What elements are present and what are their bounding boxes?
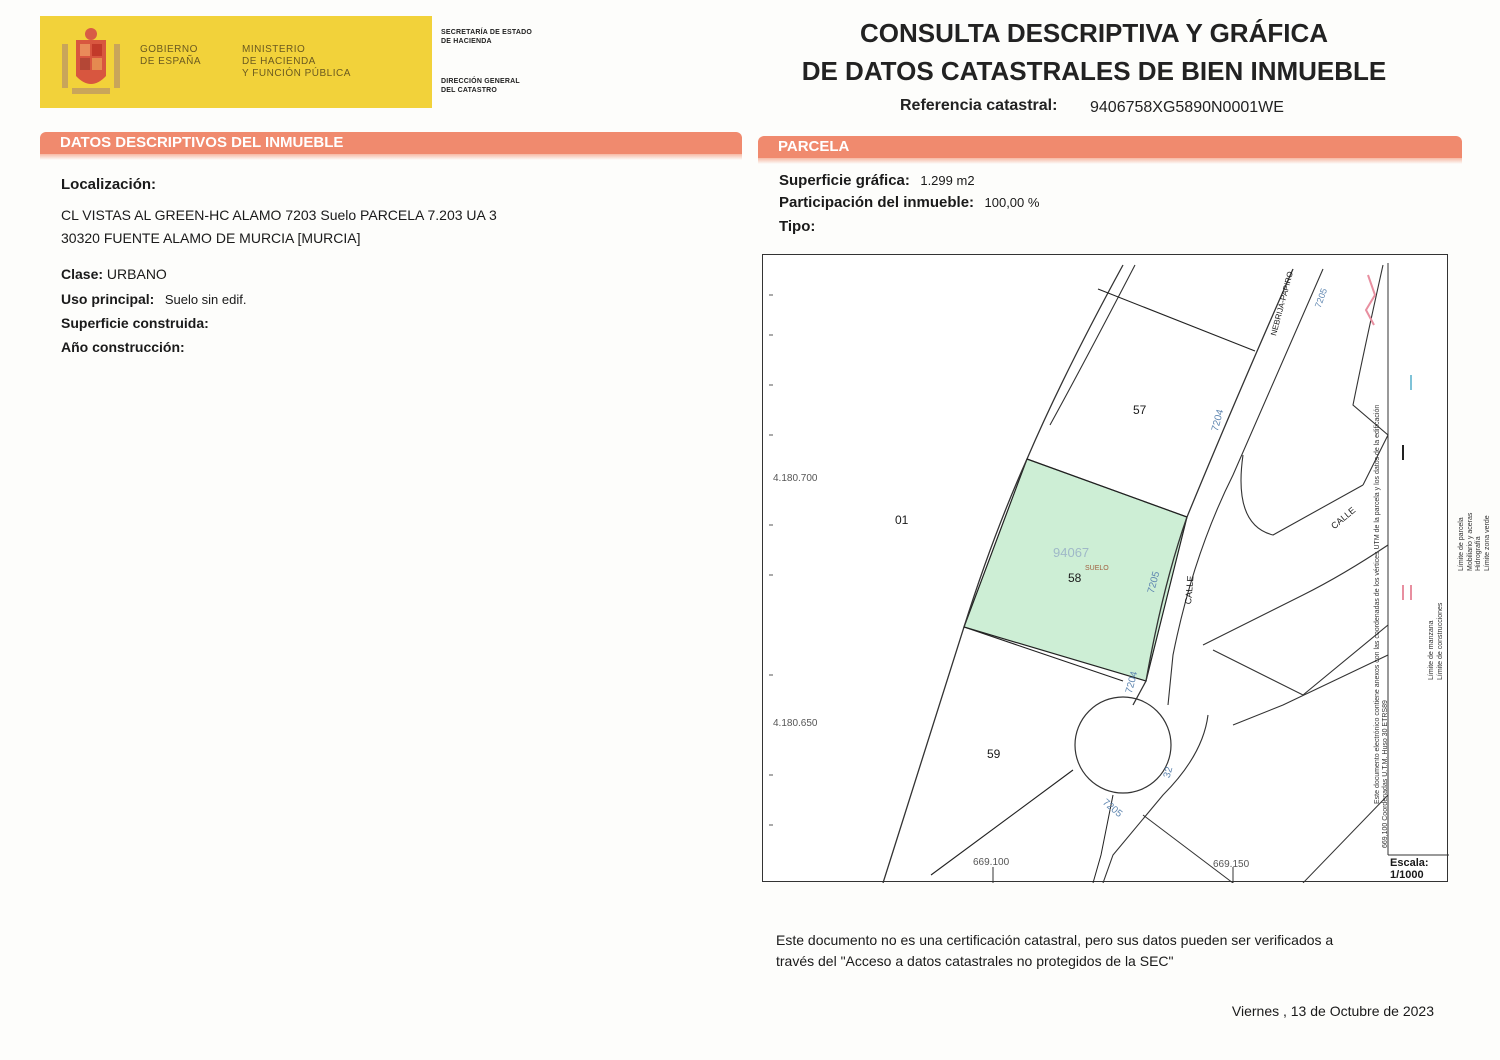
street-number-f: 7205	[1312, 286, 1330, 310]
calle-label-1: CALLE	[1183, 575, 1196, 605]
coord-y1: 4.180.700	[773, 473, 818, 484]
parcel-id-label: 94067	[1053, 545, 1090, 560]
scale-value: 1/1000	[1390, 869, 1424, 881]
uso-row	[61, 291, 246, 309]
superficie-grafica-row	[779, 172, 975, 190]
descriptive-section-header	[40, 132, 742, 160]
ministerio-text: MINISTERIO DE HACIENDA Y FUNCIÓN PÚBLICA	[242, 44, 351, 79]
parcela-section-header	[758, 136, 1462, 164]
doc-title-line2: DE DATOS CATASTRALES DE BIEN INMUEBLE	[801, 56, 1387, 86]
clase-row	[61, 266, 167, 282]
disclaimer-note	[776, 930, 1416, 972]
legend-item-1: Límite de manzana	[1428, 620, 1435, 680]
ano-construccion-label: Año construcción:	[61, 339, 185, 355]
disclaimer-line1: Este documento no es una certificación catastral, pero sus datos pueden ser verificados a	[776, 932, 1334, 948]
superficie-construida-label: Superficie construida:	[61, 315, 209, 331]
uso-value: Suelo sin edif.	[164, 292, 247, 307]
legend-doc-note: Este documento electrónico contiene anexos con las coordenadas de los vértices UTM de la parcela y los datos de la edificación	[1374, 404, 1381, 804]
scale-label: Escala:	[1390, 857, 1429, 869]
descriptive-bar-title: DATOS DESCRIPTIVOS DEL INMUEBLE	[40, 132, 742, 154]
secretaria-label: SECRETARÍA DE ESTADO DE HACIENDA	[441, 29, 532, 45]
legend-item-2: Límite de construcciones	[1436, 602, 1444, 680]
disclaimer-line2: través del "Acceso a datos catastrales no protegidos de la SEC"	[776, 953, 1174, 969]
legend-coords-note: 669,100 Coordenadas U.T.M. Huso 30 ETRS89	[1382, 700, 1389, 848]
superficie-grafica-label: Superficie gráfica:	[779, 172, 910, 189]
uso-label: Uso principal:	[61, 291, 155, 307]
legend-item-6: Hidrografía	[1475, 536, 1482, 571]
road-name-label: NEBRIJA-PAPIRO	[1269, 270, 1295, 337]
street-number-e: 7205	[1100, 797, 1125, 820]
gobierno-text: GOBIERNO DE ESPAÑA	[140, 44, 201, 67]
cadastral-map	[762, 254, 1491, 882]
street-number-d: 32	[1161, 765, 1176, 780]
map-legend-mid	[1428, 540, 1448, 680]
calle-label-2: CALLE	[1329, 505, 1358, 531]
participacion-label: Participación del inmueble:	[779, 194, 975, 211]
map-legend-top	[1458, 371, 1500, 571]
legend-item-4: Límite zona verde	[1483, 515, 1491, 571]
street-number-b: 7205	[1145, 570, 1163, 595]
doc-title-line1: CONSULTA DESCRIPTIVA Y GRÁFICA	[859, 18, 1329, 48]
legend-item-5: Límite de parcela	[1458, 517, 1465, 571]
localizacion-line1: CL VISTAS AL GREEN-HC ALAMO 7203 Suelo PARCELA 7.203 UA 3	[61, 207, 497, 223]
coord-x2: 669.150	[1213, 859, 1250, 870]
clase-value: URBANO	[106, 266, 167, 282]
participacion-row	[779, 194, 1039, 212]
coord-x1: 669.100	[973, 857, 1010, 868]
gobierno-logo	[40, 16, 432, 108]
parcel-58-label: 58	[1068, 571, 1082, 585]
coord-y2: 4.180.650	[773, 718, 818, 729]
parcela-bar-title: PARCELA	[758, 136, 1462, 158]
scale-box	[1390, 857, 1429, 881]
street-number-a: 7204	[1209, 408, 1227, 433]
direccion-label: DIRECCIÓN GENERAL DEL CATASTRO	[441, 78, 520, 94]
coat-of-arms-icon	[58, 26, 124, 100]
superficie-grafica-value: 1.299 m2	[920, 173, 975, 188]
ref-catastral-label: Referencia catastral:	[900, 97, 1058, 114]
street-number-c: 7204	[1123, 670, 1141, 695]
localizacion-line2: 30320 FUENTE ALAMO DE MURCIA [MURCIA]	[61, 230, 361, 246]
parcel-59-label: 59	[987, 747, 1001, 761]
ref-catastral-value: 9406758XG5890N0001WE	[1090, 99, 1284, 116]
parcel-01-label: 01	[895, 513, 909, 527]
localizacion-label: Localización:	[61, 176, 157, 193]
participacion-value: 100,00 %	[984, 195, 1040, 210]
tipo-label: Tipo:	[779, 218, 816, 235]
legend-item-3: Mobiliario y aceras	[1466, 512, 1474, 571]
parcel-57-label: 57	[1133, 403, 1147, 417]
issue-date: Viernes , 13 de Octubre de 2023	[1231, 1003, 1434, 1019]
clase-label: Clase:	[61, 266, 104, 282]
suelo-label: SUELO	[1085, 565, 1109, 572]
